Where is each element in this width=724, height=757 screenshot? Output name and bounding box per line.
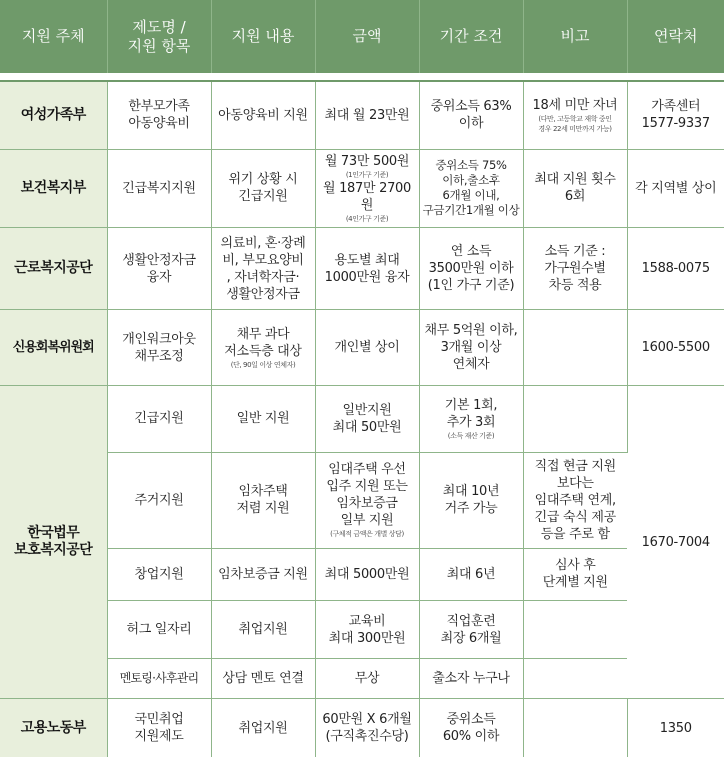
col-header-program: [107, 0, 211, 73]
content-cell: 취업지원: [211, 699, 315, 757]
note-cell: [523, 310, 627, 386]
col-header-period: 기간 조건: [419, 0, 523, 73]
table-row: [0, 386, 724, 452]
amount-cell: 60만원 X 6개월 (구직촉진수당): [315, 699, 419, 757]
col-header-org: 지원 주체: [0, 0, 107, 73]
program-cell: 창업지원: [107, 548, 211, 600]
contact-cell: 1588-0075: [627, 227, 724, 309]
period-cell: 중위소득 75% 이하,출소후 6개월 이내, 구금기간1개월 이상: [419, 149, 523, 227]
col-header-contact: 연락처: [627, 0, 724, 73]
period-cell: 중위소득 63% 이하: [419, 81, 523, 149]
note-cell: 최대 지원 횟수 6회: [523, 149, 627, 227]
period-cell: 중위소득 60% 이하: [419, 699, 523, 757]
amount-cell: 월 73만 500원 (1인가구 기준) 월 187만 2700원 (4인가구 기준): [315, 149, 419, 227]
content-cell: 임차주택 저렴 지원: [211, 452, 315, 548]
col-header-program-line1: 제도명 /: [132, 17, 186, 36]
contact-cell: 1350: [627, 699, 724, 757]
period-cell: 최대 6년: [419, 548, 523, 600]
content-cell: 아동양육비 지원: [211, 81, 315, 149]
program-cell: 긴급지원: [107, 386, 211, 452]
note-cell: [523, 659, 627, 699]
program-cell: 국민취업 지원제도: [107, 699, 211, 757]
amount-cell: 무상: [315, 659, 419, 699]
content-cell: 채무 과다 저소득층 대상 (단, 90일 이상 연체자): [211, 310, 315, 386]
col-header-amount: 금액: [315, 0, 419, 73]
content-cell: 의료비, 혼·장례 비, 부모요양비 , 자녀학자금· 생활안정자금: [211, 227, 315, 309]
amount-cell: 일반지원 최대 50만원: [315, 386, 419, 452]
period-cell: 직업훈련 최장 6개월: [419, 600, 523, 658]
program-cell: 개인워크아웃 채무조정: [107, 310, 211, 386]
contact-cell: 가족센터 1577-9337: [627, 81, 724, 149]
contact-cell: 1600-5500: [627, 310, 724, 386]
org-cell: 근로복지공단: [0, 227, 107, 309]
table-row: [0, 149, 724, 227]
table-row: [0, 548, 724, 600]
program-cell: 생활안정자금 융자: [107, 227, 211, 309]
table-row: [0, 81, 724, 149]
contact-cell: 각 지역별 상이: [627, 149, 724, 227]
amount-cell: 개인별 상이: [315, 310, 419, 386]
amount-cell: 최대 월 23만원: [315, 81, 419, 149]
table-row: [0, 600, 724, 658]
table-row: [0, 659, 724, 699]
table-row: [0, 452, 724, 548]
program-cell: 긴급복지지원: [107, 149, 211, 227]
note-cell: [523, 699, 627, 757]
amount-cell: 용도별 최대 1000만원 융자: [315, 227, 419, 309]
note-cell: [523, 600, 627, 658]
content-cell: 상담 멘토 연결: [211, 659, 315, 699]
org-cell: 한국법무 보호복지공단: [0, 386, 107, 699]
period-cell: 채무 5억원 이하, 3개월 이상 연체자: [419, 310, 523, 386]
col-header-note: 비고: [523, 0, 627, 73]
note-cell: 18세 미만 자녀 (다만, 고등학교 재학 중인 경우 22세 미만까지 가능): [523, 81, 627, 149]
period-cell: 출소자 누구나: [419, 659, 523, 699]
note-cell: 심사 후 단계별 지원: [523, 548, 627, 600]
contact-cell: 1670-7004: [627, 386, 724, 699]
header-gap: [0, 73, 724, 81]
period-cell: 연 소득 3500만원 이하 (1인 가구 기준): [419, 227, 523, 309]
col-header-program-line2: 지원 항목: [127, 36, 191, 55]
col-header-content: 지원 내용: [211, 0, 315, 73]
period-cell: 기본 1회, 추가 3회 (소득 재산 기준): [419, 386, 523, 452]
content-cell: 임차보증금 지원: [211, 548, 315, 600]
program-cell: 멘토링·사후관리: [107, 659, 211, 699]
program-cell: 주거지원: [107, 452, 211, 548]
amount-cell: 교육비 최대 300만원: [315, 600, 419, 658]
content-cell: 취업지원: [211, 600, 315, 658]
program-cell: 한부모가족 아동양육비: [107, 81, 211, 149]
note-cell: [523, 386, 627, 452]
org-cell: 여성가족부: [0, 81, 107, 149]
note-cell: 직접 현금 지원 보다는 임대주택 연계, 긴급 숙식 제공 등을 주로 함: [523, 452, 627, 548]
content-cell: 일반 지원: [211, 386, 315, 452]
amount-cell: 최대 5000만원: [315, 548, 419, 600]
table-row: [0, 227, 724, 309]
header-row: [0, 0, 724, 73]
table-row: [0, 310, 724, 386]
org-cell: 신용회복위원회: [0, 310, 107, 386]
period-cell: 최대 10년 거주 가능: [419, 452, 523, 548]
program-cell: 허그 일자리: [107, 600, 211, 658]
content-cell: 위기 상황 시 긴급지원: [211, 149, 315, 227]
note-cell: 소득 기준 : 가구원수별 차등 적용: [523, 227, 627, 309]
org-cell: 보건복지부: [0, 149, 107, 227]
table-row: [0, 699, 724, 757]
org-cell: 고용노동부: [0, 699, 107, 757]
amount-cell: 임대주택 우선 입주 지원 또는 임차보증금 일부 지원 (구체적 금액은 개별 상담): [315, 452, 419, 548]
